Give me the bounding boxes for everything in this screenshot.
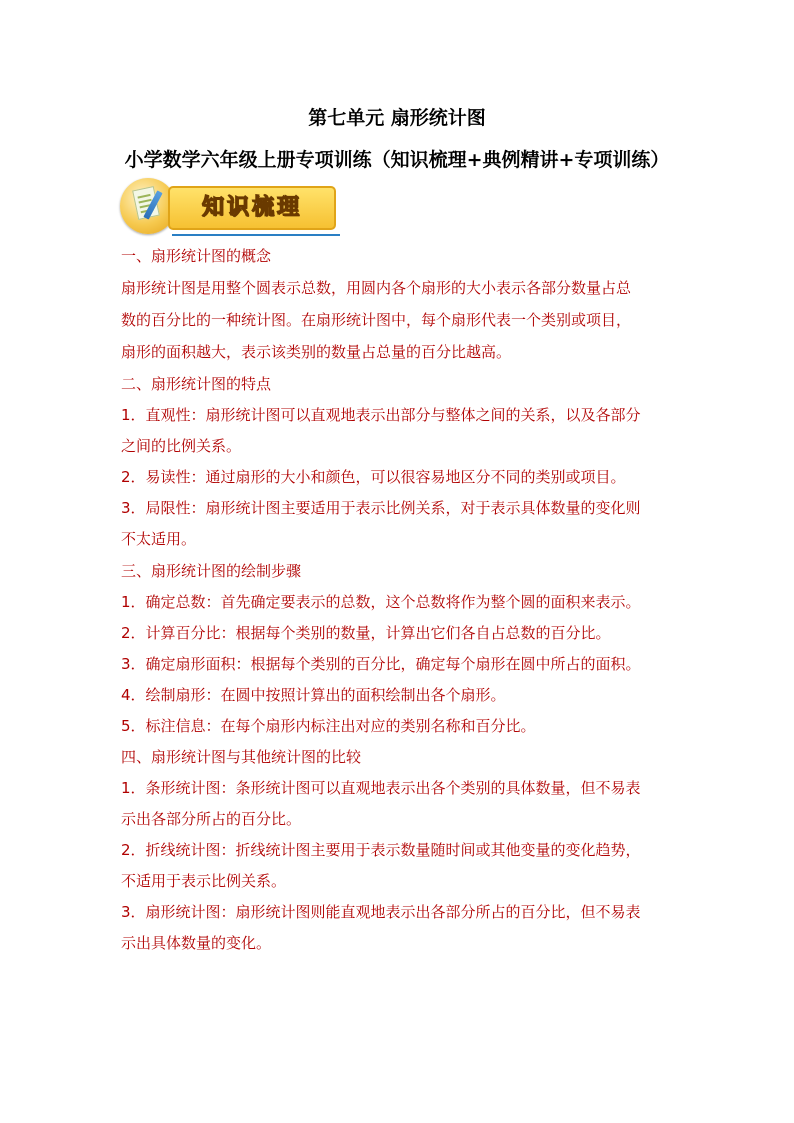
text-line: 3．局限性：扇形统计图主要适用于表示比例关系，对于表示具体数量的变化则	[121, 499, 641, 517]
text-line: 扇形的面积越大，表示该类别的数量占总量的百分比越高。	[121, 343, 512, 361]
banner-label: 知识梳理	[201, 195, 302, 220]
text-line: 数的百分比的一种统计图。在扇形统计图中，每个扇形代表一个类别或项目，	[121, 311, 632, 329]
text-line: 之间的比例关系。	[121, 437, 242, 455]
text-line: 5．标注信息：在每个扇形内标注出对应的类别名称和百分比。	[121, 717, 536, 735]
text-line: 3．确定扇形面积：根据每个类别的百分比，确定每个扇形在圆中所占的面积。	[121, 655, 641, 673]
text-line: 扇形统计图是用整个圆表示总数，用圆内各个扇形的大小表示各部分数量占总	[121, 279, 632, 297]
text-line: 不适用于表示比例关系。	[121, 872, 287, 890]
text-line: 示出各部分所占的百分比。	[121, 810, 302, 828]
text-line: 2．折线统计图：折线统计图主要用于表示数量随时间或其他变量的变化趋势，	[121, 841, 641, 859]
text-line: 1．确定总数：首先确定要表示的总数，这个总数将作为整个圆的面积来表示。	[121, 593, 641, 611]
text-line: 2．易读性：通过扇形的大小和颜色，可以很容易地区分不同的类别或项目。	[121, 468, 626, 486]
section-banner	[120, 178, 342, 236]
text-line: 2．计算百分比：根据每个类别的数量，计算出它们各自占总数的百分比。	[121, 624, 611, 642]
text-line: 1．条形统计图：条形统计图可以直观地表示出各个类别的具体数量，但不易表	[121, 779, 641, 797]
text-line: 1．直观性：扇形统计图可以直观地表示出部分与整体之间的关系，以及各部分	[121, 406, 641, 424]
banner-label-box	[168, 186, 336, 230]
unit-title: 第七单元 扇形统计图	[308, 107, 486, 129]
banner-underline	[172, 234, 340, 236]
section-heading: 三、扇形统计图的绘制步骤	[121, 562, 302, 580]
text-line: 3．扇形统计图：扇形统计图则能直观地表示出各部分所占的百分比，但不易表	[121, 903, 641, 921]
text-line: 示出具体数量的变化。	[121, 934, 272, 952]
text-line: 不太适用。	[121, 530, 197, 548]
text-line: 4．绘制扇形：在圆中按照计算出的面积绘制出各个扇形。	[121, 686, 506, 704]
document-subtitle: 小学数学六年级上册专项训练（知识梳理+典例精讲+专项训练）	[124, 149, 670, 171]
section-heading: 四、扇形统计图与其他统计图的比较	[121, 748, 362, 766]
section-heading: 二、扇形统计图的特点	[121, 375, 272, 393]
section-heading: 一、扇形统计图的概念	[121, 247, 272, 265]
